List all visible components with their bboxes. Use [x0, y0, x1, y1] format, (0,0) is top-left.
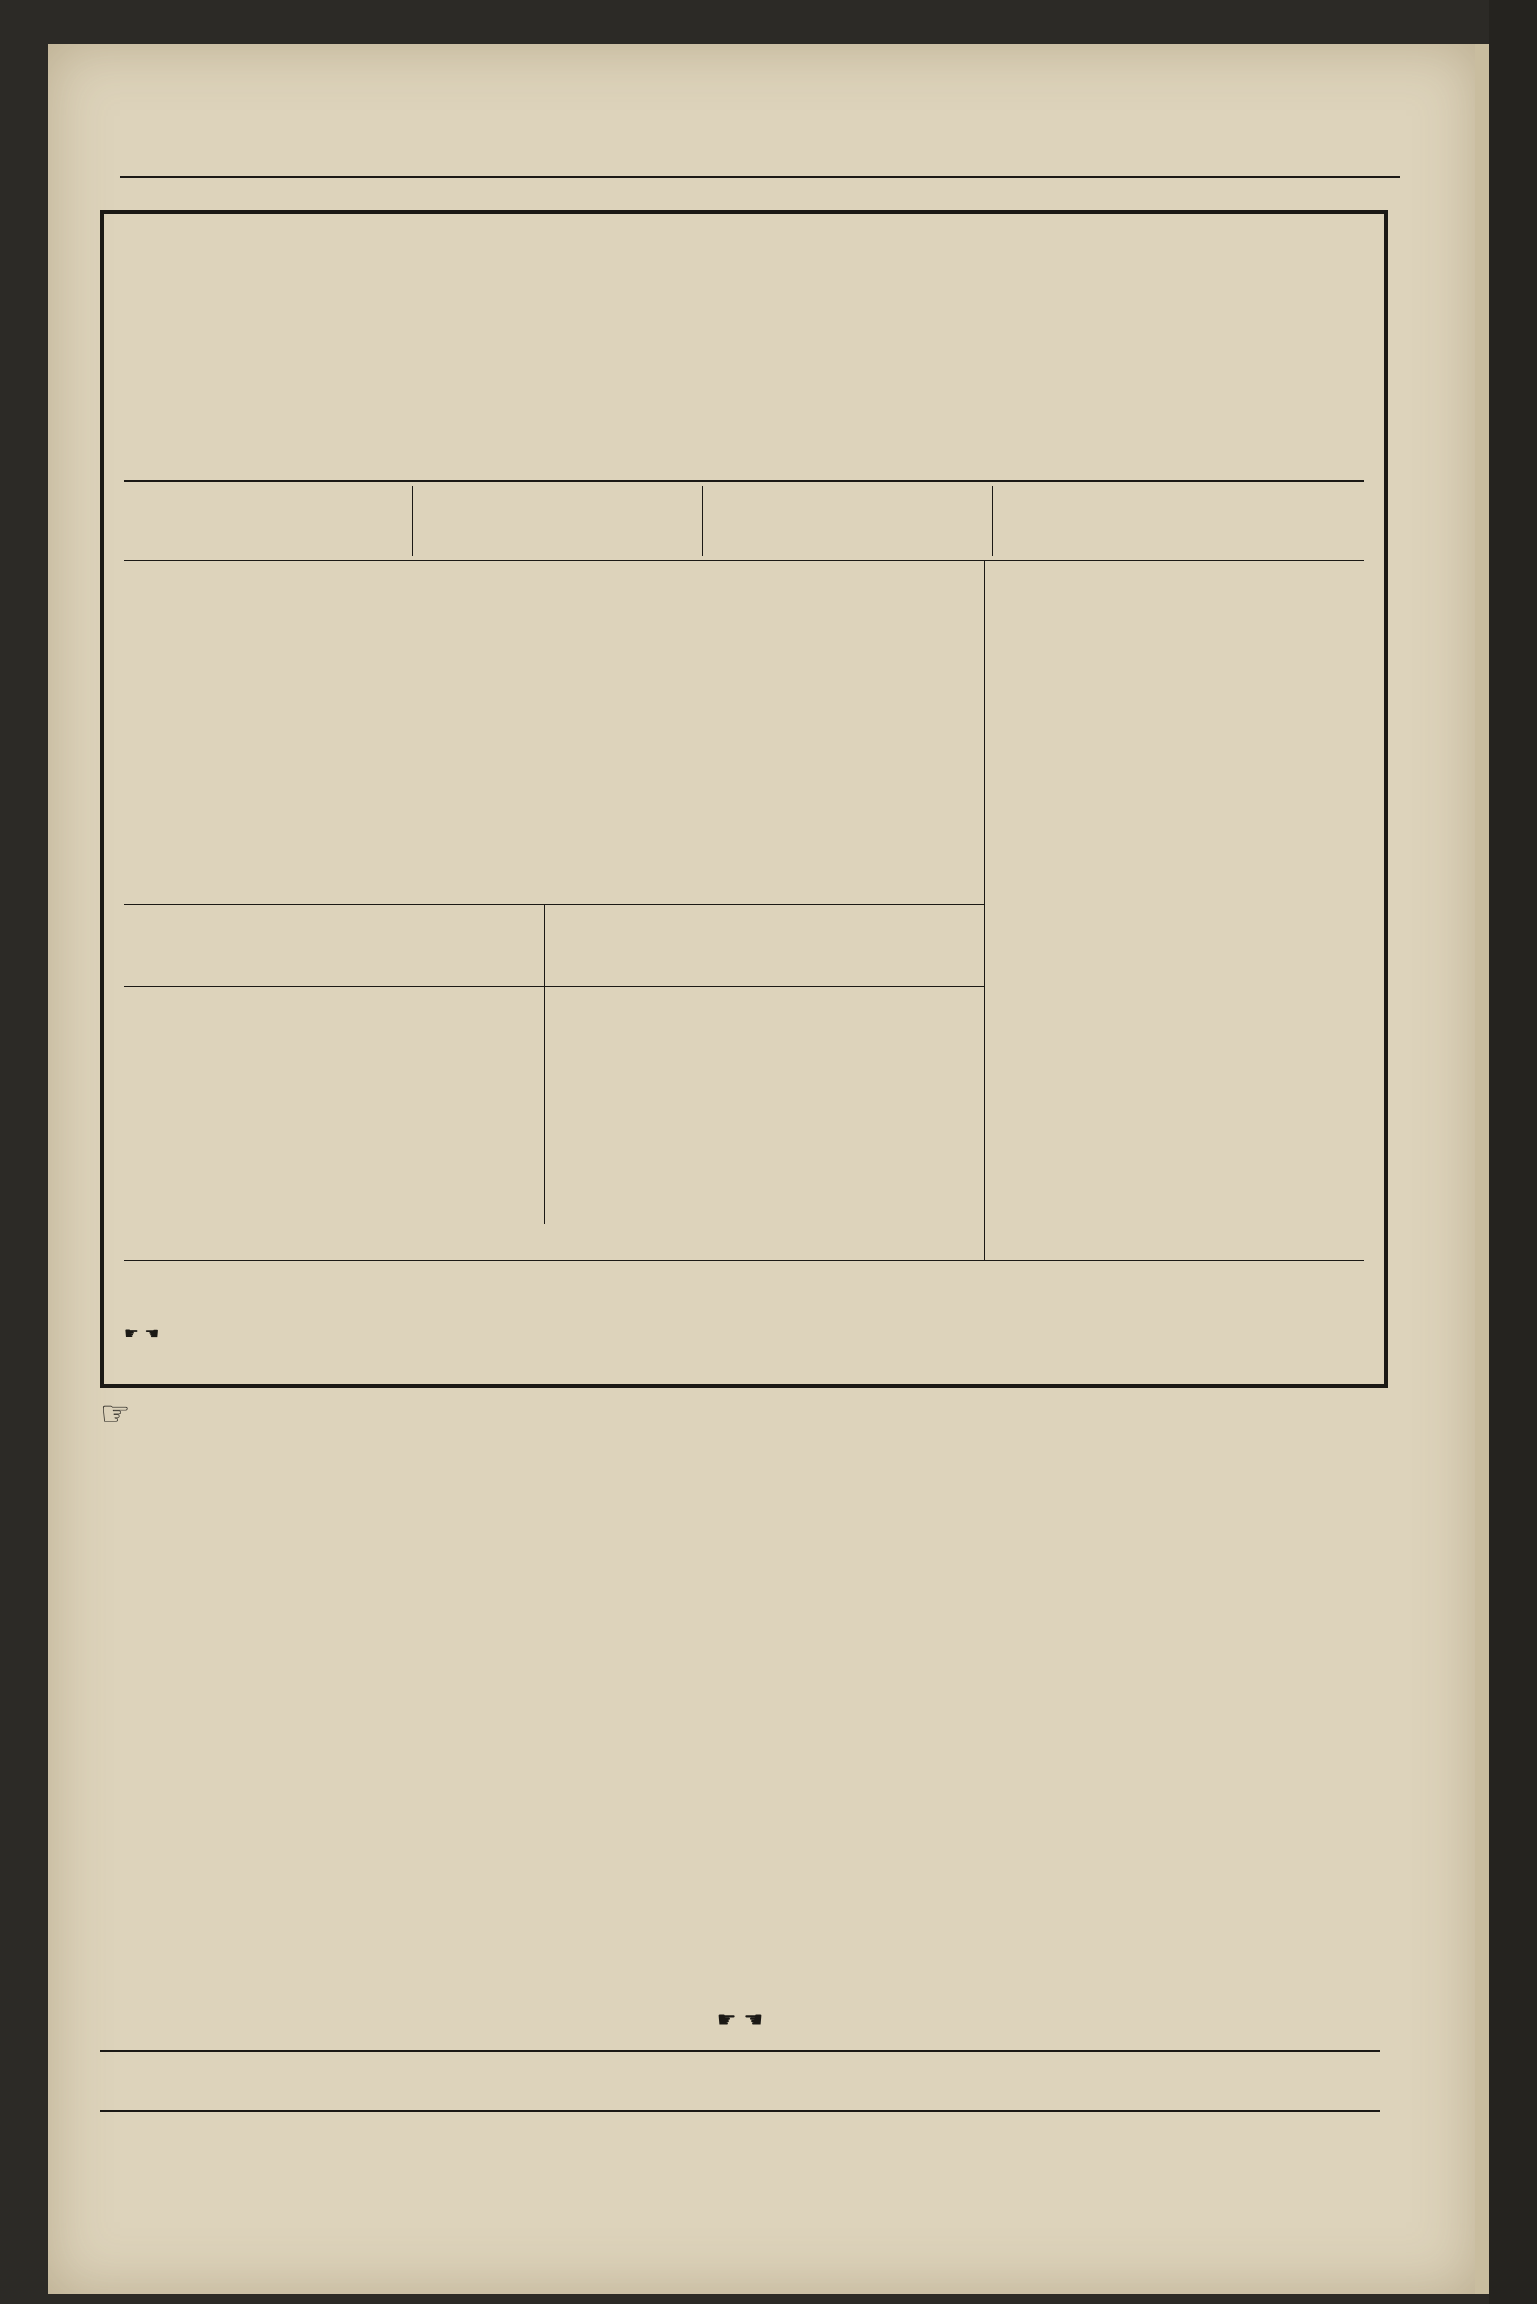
mid-divider: [124, 904, 984, 905]
pointing-hand-icon: ☚: [144, 1324, 160, 1343]
pointing-hand-icon: ☞: [100, 1394, 131, 1434]
ad-paragraph: [100, 1394, 1380, 1435]
pointing-hand-icon: ☚: [743, 2008, 764, 2033]
notice-box: [100, 210, 1388, 1388]
pointing-hand-icon: ☛: [124, 1324, 139, 1343]
pointing-hand-icon: ☛: [716, 2008, 737, 2033]
plan-rule: [124, 480, 1364, 482]
col-divider-sixth: [984, 560, 985, 1260]
footer-rule: [100, 2110, 1380, 2112]
ad-rule: [100, 2050, 1380, 2052]
page-edge-strip: [1475, 44, 1489, 2294]
bottom-divider: [124, 1260, 1364, 1261]
mid-divider2: [124, 986, 984, 987]
col-divider: [544, 904, 545, 1224]
info-line: [124, 1324, 159, 1343]
col-divider: [992, 486, 993, 556]
header-rule: [120, 176, 1400, 178]
col-divider: [412, 486, 413, 556]
ad-address: [100, 2008, 1380, 2033]
page-edge-dark: [1489, 0, 1537, 2304]
page-header: [120, 100, 1400, 160]
sixth-class-panel: [992, 560, 1362, 1260]
col-divider: [702, 486, 703, 556]
